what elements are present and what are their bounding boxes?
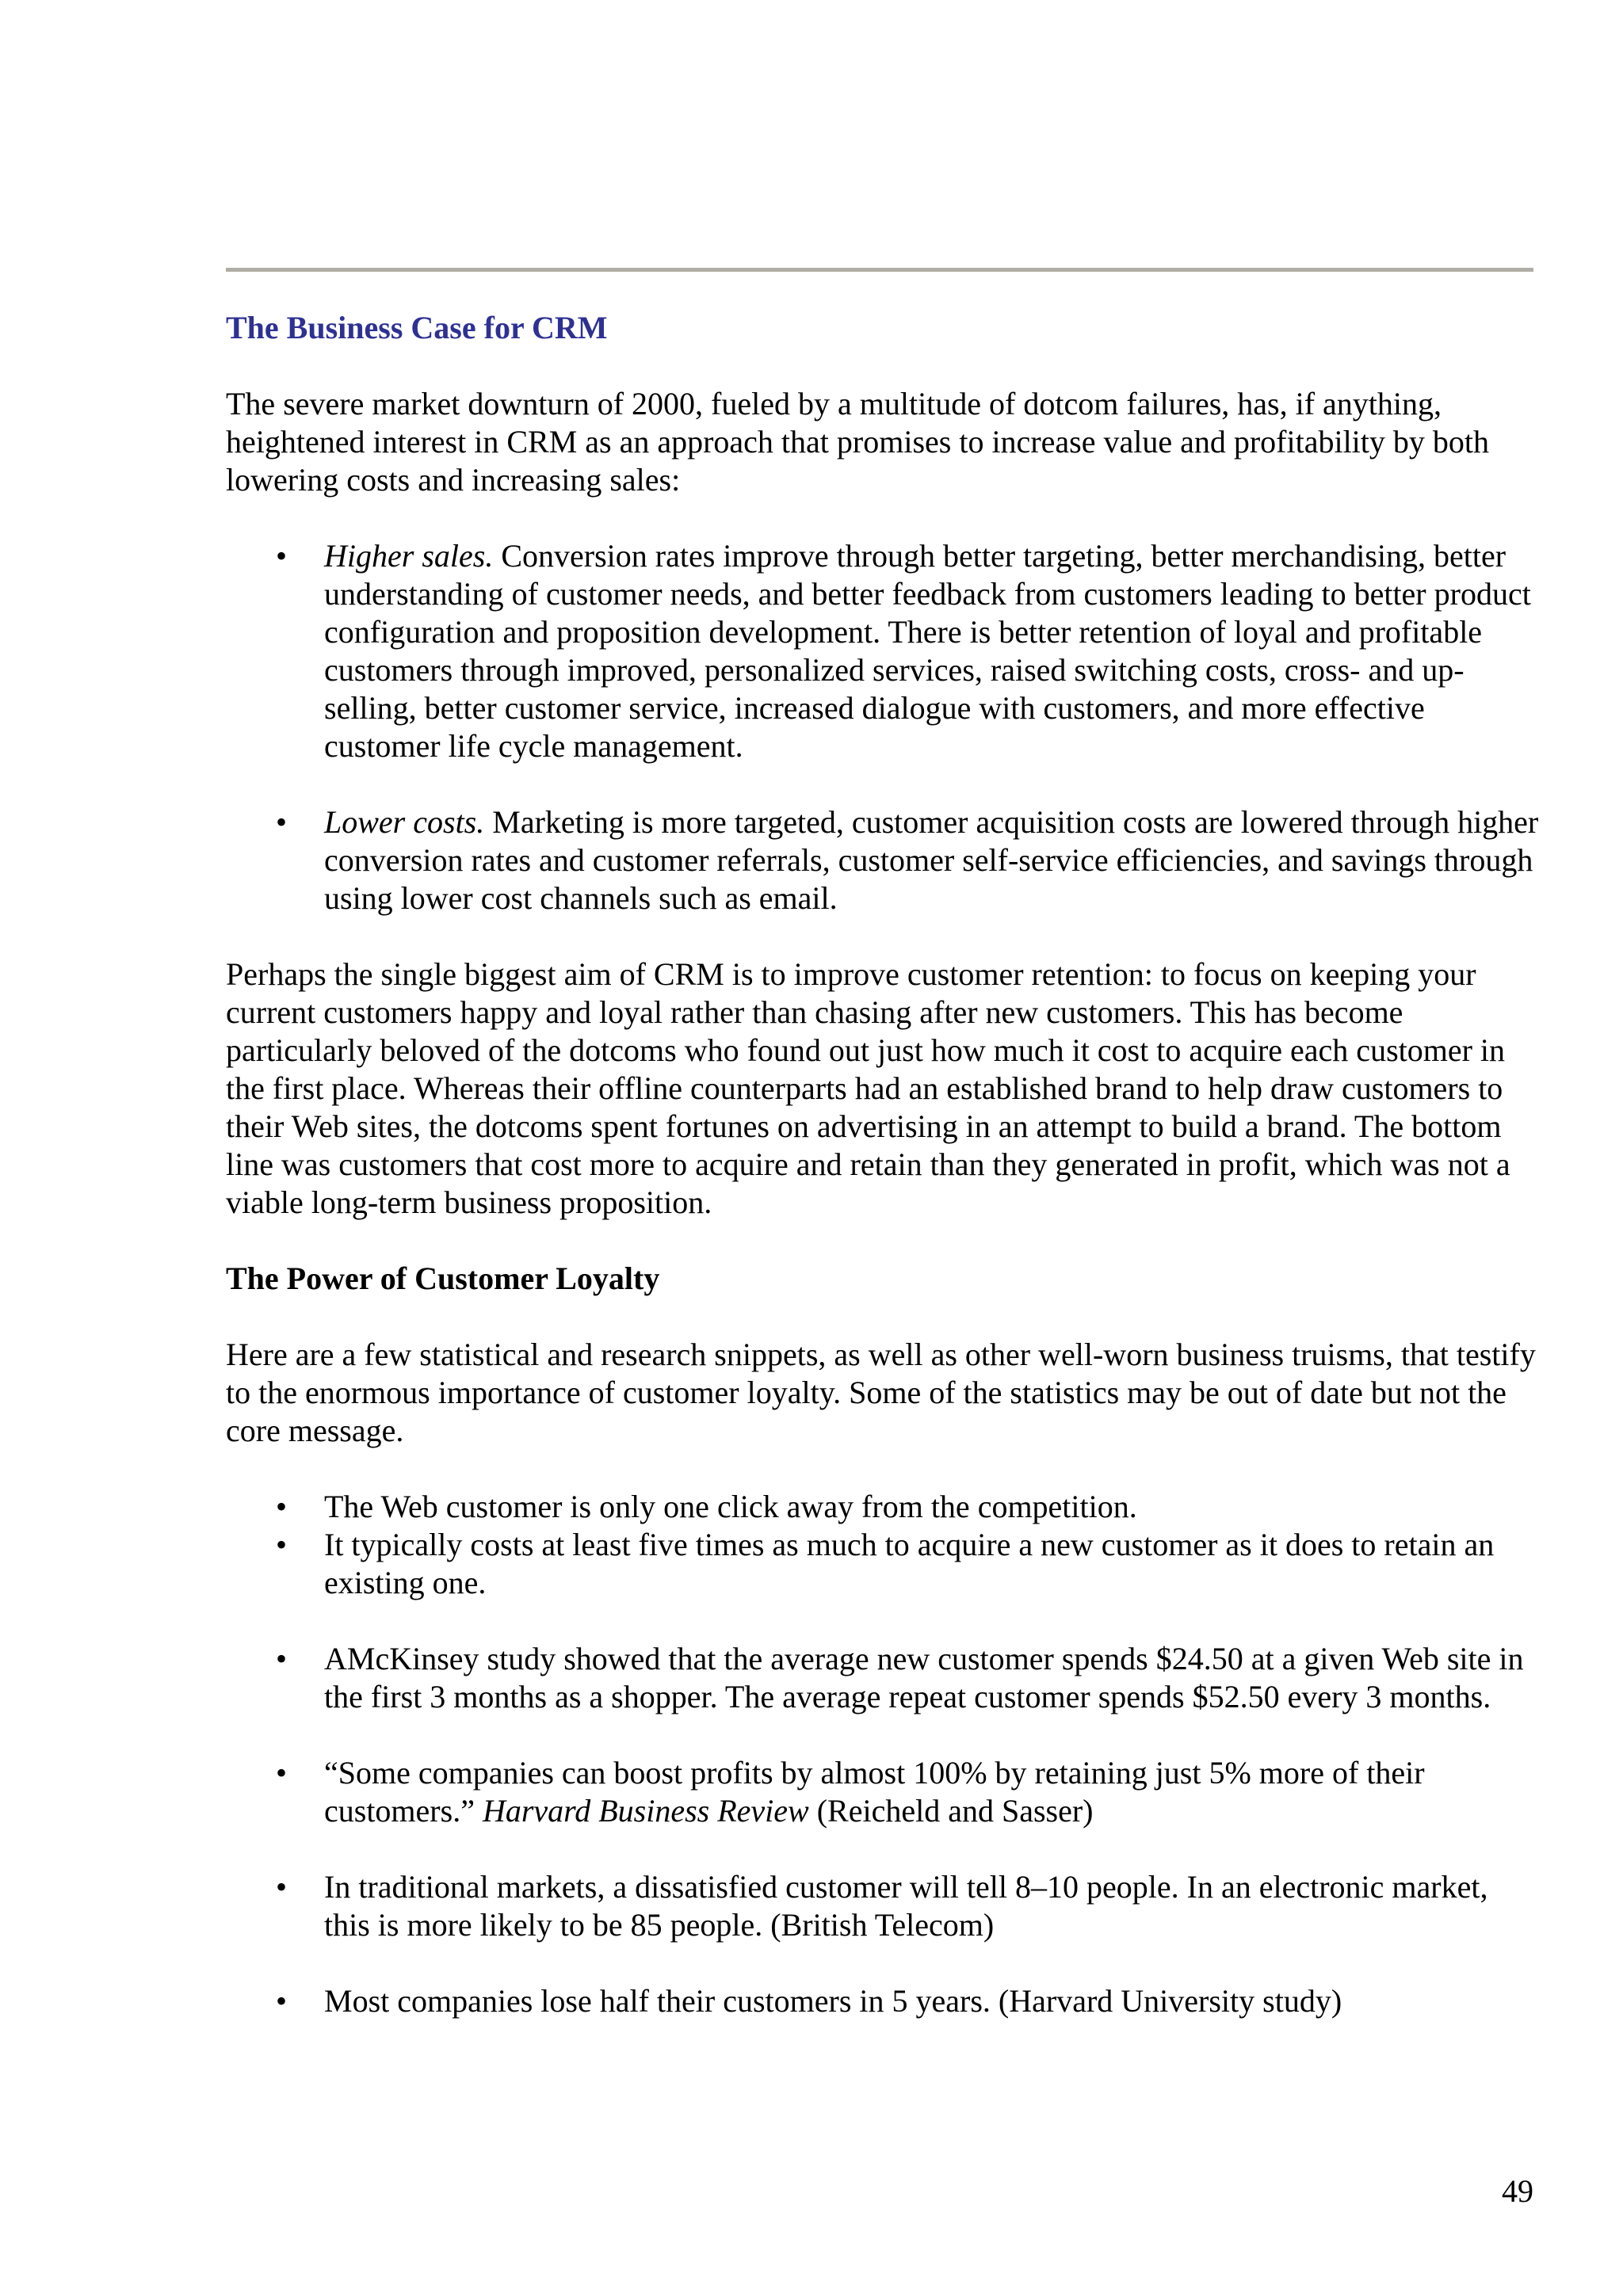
loyalty-list [226,1488,1541,2020]
bullet-icon: • [275,1527,287,1562]
bullet-text: Conversion rates improve through better targeting, better merchandising, better understanding of customer needs, and better feedback from customers leading to better product configuration and proposition development. There is better retention of loyal and profitable customers through improved, personalized services, raised switching costs, cross- and up-selling, better customer service, increased dialogue with customers, and more effective customer life cycle management. [324,538,1531,764]
header-rule [226,268,1533,272]
list-item [226,1526,1541,1602]
intro-paragraph: The severe market downturn of 2000, fueled by a multitude of dotcom failures, has, if anything, heightened interest in CRM as an approach that promises to increase value and profitability by both lowering costs and increasing sales: [226,386,1490,498]
bullet-icon: • [275,1489,287,1524]
loyalty-intro-paragraph: Here are a few statistical and research snippets, as well as other well-worn business truisms, that testify to the enormous importance of customer loyalty. Some of the statistics may be out of date but not the core message. [226,1337,1536,1448]
bullet-text: Most companies lose half their customers in 5 years. (Harvard University study) [324,1983,1342,2019]
bullet-text: AMcKinsey study showed that the average new customer spends $24.50 at a given Web site in the first 3 months as a shopper. The average repeat customer spends $52.50 every 3 months. [324,1641,1524,1714]
bullet-icon: • [275,804,287,840]
section-title-business-case: The Business Case for CRM [226,310,608,345]
bullet-text: It typically costs at least five times as much to acquire a new customer as it does to retain an existing one. [324,1527,1495,1600]
page-number: 49 [1502,2173,1533,2209]
quote-authors: (Reicheld and Sasser) [808,1793,1094,1829]
quote-text: “Some companies can boost profits by almost 100% by retaining just 5% more of their customers.” [324,1755,1425,1829]
list-item [226,1754,1541,1830]
bullet-icon: • [275,1983,287,2019]
bullet-text: The Web customer is only one click away from the competition. [324,1489,1137,1524]
quote-source: Harvard Business Review [482,1793,809,1829]
page-content [226,309,1541,2058]
list-item [226,1640,1541,1716]
bullet-icon: • [275,1755,287,1791]
bullet-text: In traditional markets, a dissatisfied customer will tell 8–10 people. In an electronic market, this is more likely to be 85 people. (British Telecom) [324,1869,1488,1943]
list-item [226,1488,1541,1526]
bullet-icon: • [275,538,287,574]
retention-paragraph: Perhaps the single biggest aim of CRM is to improve customer retention: to focus on keeping your current customers happy and loyal rather than chasing after new customers. This has become particularly beloved of the dotcoms who found out just how much it cost to acquire each customer in the first place. Whereas their offline counterparts had an established brand to help draw customers to their Web sites, the dotcoms spent fortunes on advertising in an attempt to build a brand. The bottom line was customers that cost more to acquire and retain than they generated in profit, which was not a viable long-term business proposition. [226,956,1510,1220]
bullet-lead: Higher sales. [324,538,494,574]
list-item [226,803,1541,917]
list-item [226,537,1541,765]
bullet-text: Marketing is more targeted, customer acquisition costs are lowered through higher conversion rates and customer referrals, customer self-service efficiencies, and savings through using lower cost channels such as email. [324,804,1539,916]
bullet-lead: Lower costs. [324,804,485,840]
section-title-customer-loyalty: The Power of Customer Loyalty [226,1261,660,1296]
bullet-icon: • [275,1869,287,1905]
bullet-icon: • [275,1641,287,1676]
benefits-list [226,537,1541,917]
list-item [226,1982,1541,2020]
list-item [226,1868,1541,1944]
